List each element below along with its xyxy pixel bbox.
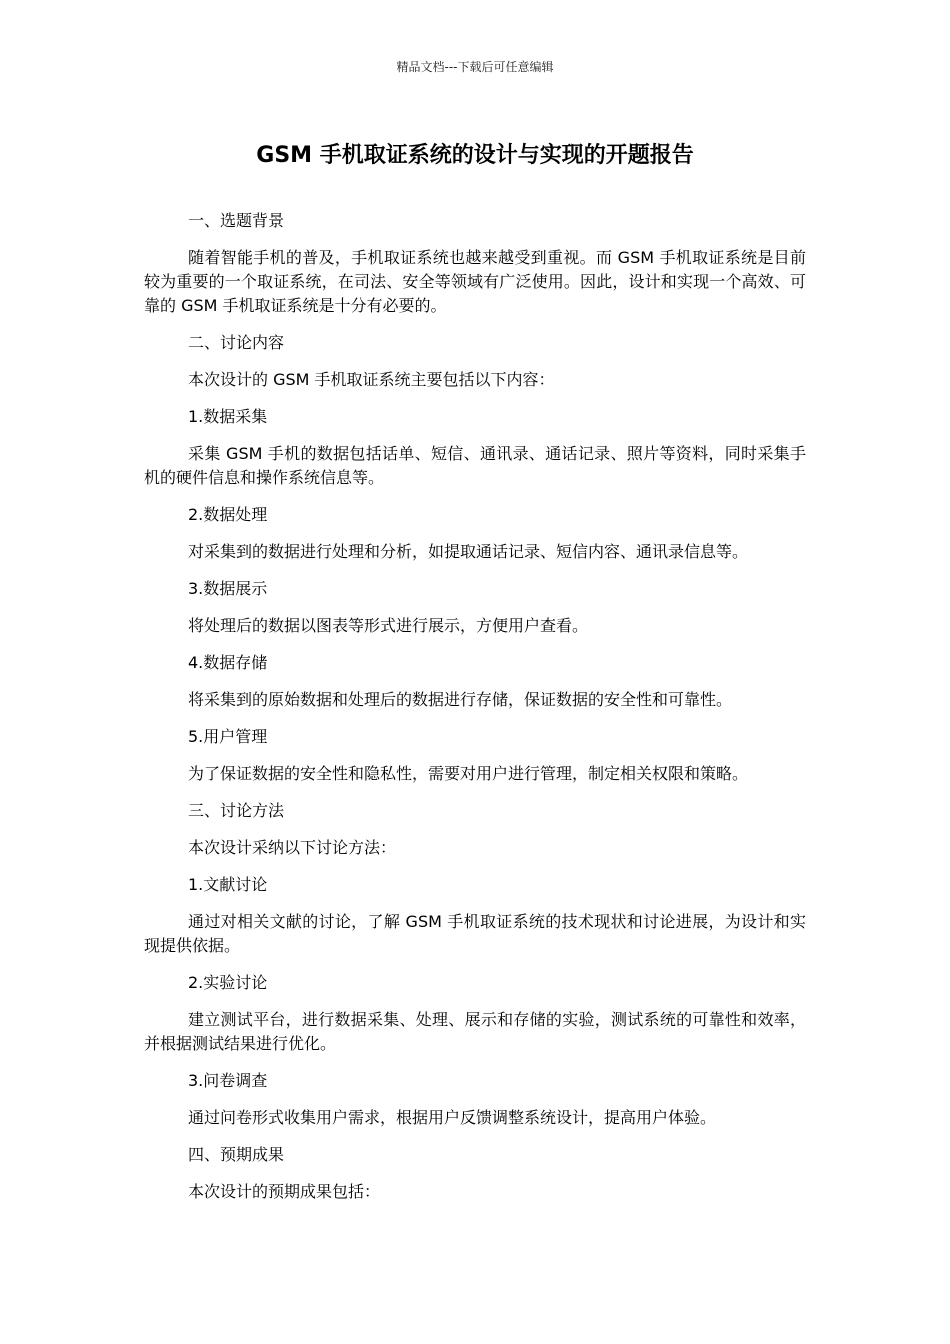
item-heading-literature: 1.文献讨论 — [188, 875, 268, 894]
header-note: 精品文档---下载后可任意编辑 — [396, 60, 554, 74]
paragraph-experiment: 建立测试平台，进行数据采集、处理、展示和存储的实验，测试系统的可靠性和效率，并根据测试结果进行优化。 — [144, 1010, 806, 1053]
item-heading-data-storage: 4.数据存储 — [188, 653, 268, 672]
item-heading-data-collection: 1.数据采集 — [188, 407, 268, 426]
paragraph-methods-intro: 本次设计采纳以下讨论方法： — [188, 838, 397, 857]
paragraph-data-display: 将处理后的数据以图表等形式进行展示，方便用户查看。 — [188, 616, 589, 635]
item-heading-survey: 3.问卷调查 — [188, 1071, 268, 1090]
paragraph-data-processing: 对采集到的数据进行处理和分析，如提取通话记录、短信内容、通讯录信息等。 — [188, 542, 749, 561]
section-heading-background: 一、选题背景 — [188, 211, 285, 230]
paragraph-content-intro: 本次设计的 GSM 手机取证系统主要包括以下内容： — [188, 370, 555, 389]
item-heading-experiment: 2.实验讨论 — [188, 973, 268, 992]
section-heading-content: 二、讨论内容 — [188, 333, 285, 352]
paragraph-literature: 通过对相关文献的讨论，了解 GSM 手机取证系统的技术现状和讨论进展，为设计和实现提供依据。 — [144, 912, 806, 955]
paragraph-data-collection: 采集 GSM 手机的数据包括话单、短信、通讯录、通话记录、照片等资料，同时采集手机的硬件信息和操作系统信息等。 — [144, 444, 806, 487]
item-heading-data-processing: 2.数据处理 — [188, 505, 268, 524]
item-heading-data-display: 3.数据展示 — [188, 579, 268, 598]
item-heading-user-management: 5.用户管理 — [188, 727, 268, 746]
document-body — [144, 209, 806, 1217]
paragraph-expected-results-intro: 本次设计的预期成果包括： — [188, 1182, 381, 1201]
section-heading-expected-results: 四、预期成果 — [188, 1145, 285, 1164]
paragraph-user-management: 为了保证数据的安全性和隐私性，需要对用户进行管理，制定相关权限和策略。 — [188, 764, 749, 783]
document-title: GSM 手机取证系统的设计与实现的开题报告 — [256, 143, 694, 168]
paragraph-background: 随着智能手机的普及，手机取证系统也越来越受到重视。而 GSM 手机取证系统是目前较为重要的一个取证系统，在司法、安全等领域有广泛使用。因此，设计和实现一个高效、可靠的 GSM 手机取证系统是十分有必要的。 — [144, 248, 806, 315]
paragraph-survey: 通过问卷形式收集用户需求，根据用户反馈调整系统设计，提高用户体验。 — [188, 1108, 717, 1127]
section-heading-methods: 三、讨论方法 — [188, 801, 285, 820]
paragraph-data-storage: 将采集到的原始数据和处理后的数据进行存储，保证数据的安全性和可靠性。 — [188, 690, 733, 709]
